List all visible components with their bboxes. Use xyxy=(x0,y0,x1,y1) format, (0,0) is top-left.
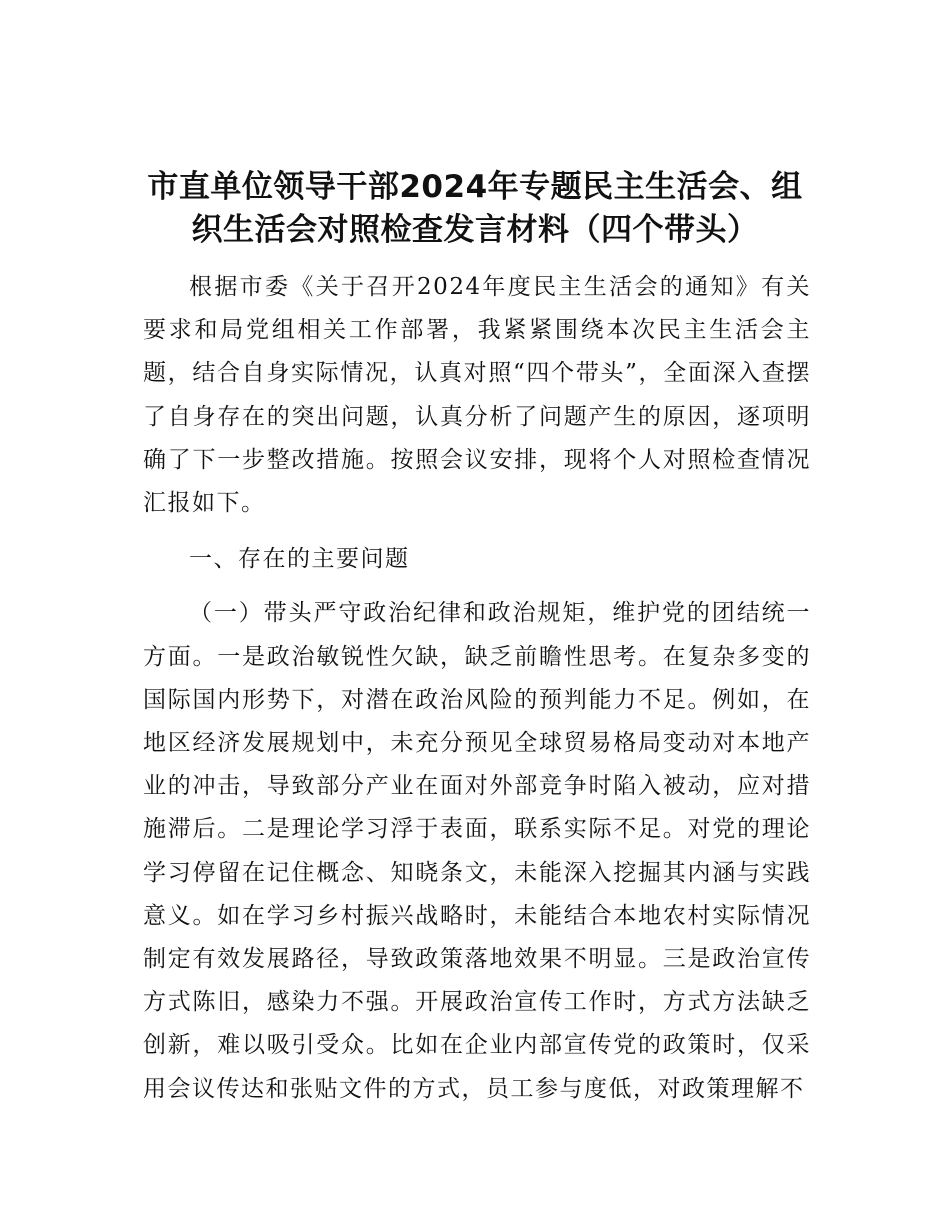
intro-paragraph: 根据市委《关于召开2024年度民主生活会的通知》有关要求和局党组相关工作部署，我紧紧围绕本次民主生活会主题，结合自身实际情况，认真对照“四个带头”，全面深入查摆了自身存在的突出问题，认真分析了问题产生的原因，逐项明确了下一步整改措施。按照会议安排，现将个人对照检查情况汇报如下。 xyxy=(143,274,811,517)
document-body xyxy=(143,266,811,1111)
section-1-paragraph-1: （一）带头严守政治纪律和政治规矩，维护党的团结统一方面。一是政治敏锐性欠缺，缺乏前瞻性思考。在复杂多变的国际国内形势下，对潜在政治风险的预判能力不足。例如，在地区经济发展规划中，未充分预见全球贸易格局变动对本地产业的冲击，导致部分产业在面对外部竞争时陷入被动，应对措施滞后。二是理论学习浮于表面，联系实际不足。对党的理论学习停留在记住概念、知晓条文，未能深入挖掘其内涵与实践意义。如在学习乡村振兴战略时，未能结合本地农村实际情况制定有效发展路径，导致政策落地效果不明显。三是政治宣传方式陈旧，感染力不强。开展政治宣传工作时，方式方法缺乏创新，难以吸引受众。比如在企业内部宣传党的政策时，仅采用会议传达和张贴文件的方式，员工参与度低，对政策理解不 xyxy=(143,600,811,1102)
title-line-2: 织生活会对照检查发言材料（四个带头） xyxy=(191,212,759,248)
document-title xyxy=(95,166,855,252)
section-1-heading: 一、存在的主要问题 xyxy=(189,546,410,573)
title-line-1: 市直单位领导干部2024年专题民主生活会、组 xyxy=(147,169,803,205)
